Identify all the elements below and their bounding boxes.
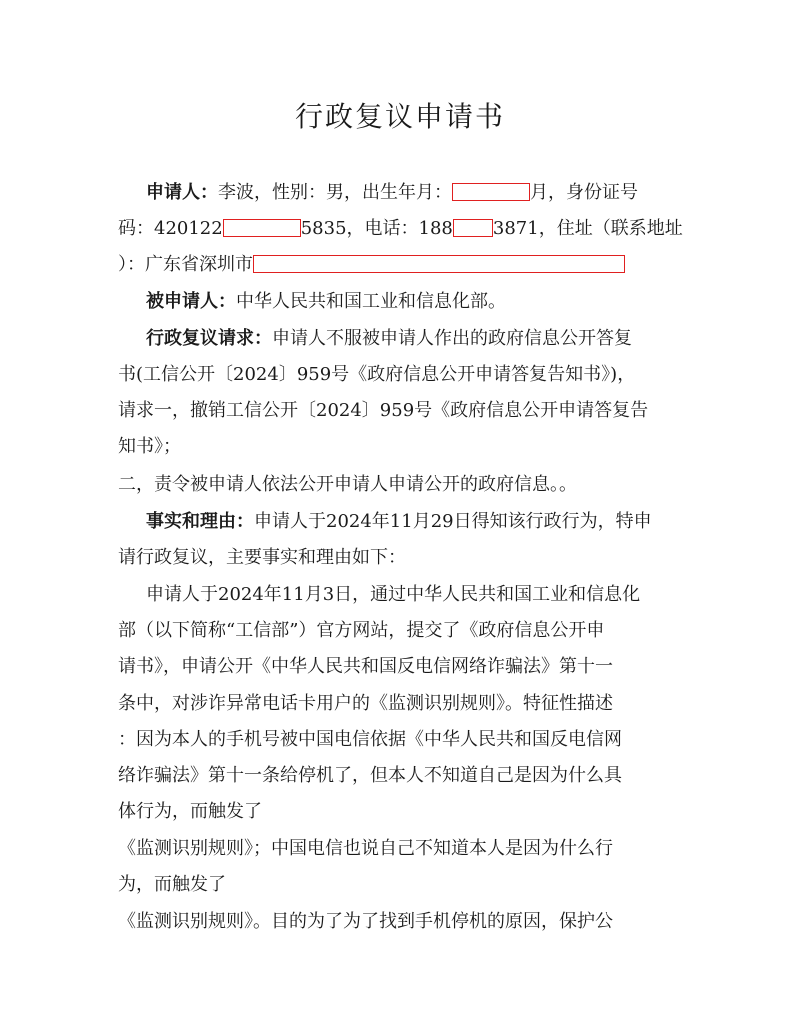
- applicant-text-2b: 5835，电话：188: [300, 218, 453, 239]
- request-line-2: 书(工信公开〔2024〕959号《政府信息公开申请答复告知书》)，: [118, 364, 636, 385]
- applicant-text-2c: 3871，住址（联系地址: [492, 218, 683, 239]
- respondent-text: 中华人民共和国工业和信息化部。: [236, 291, 506, 312]
- respondent-label: 被申请人：: [146, 291, 236, 312]
- body-line: 为，而触发了: [118, 874, 226, 895]
- body-line: 条中，对涉诈异常电话卡用户的《监测识别规则》。特征性描述: [118, 693, 613, 714]
- applicant-line-3: [118, 253, 625, 277]
- request-line-3: 请求一，撤销工信公开〔2024〕959号《政府信息公开申请答复告: [118, 400, 649, 421]
- body-line: 《监测识别规则》；中国电信也说自己不知道本人是因为什么行: [118, 838, 613, 859]
- applicant-text-1a: 李波，性别：男，出生年月：: [218, 182, 452, 203]
- applicant-text-2a: 码：420122: [118, 218, 223, 239]
- request-line-1: [146, 327, 632, 351]
- body-line: 部（以下简称“工信部”）官方网站，提交了《政府信息公开申: [118, 620, 605, 641]
- redaction-box-id: [223, 219, 301, 237]
- redaction-box-phone: [453, 219, 493, 237]
- facts-line-2: 请行政复议，主要事实和理由如下：: [118, 547, 406, 568]
- facts-text-1: 申请人于2024年11月29日得知该行政行为，特申: [254, 511, 652, 532]
- body-line: 络诈骗法》第十一条给停机了，但本人不知道自己是因为什么具: [118, 765, 622, 786]
- redaction-box-birth: [452, 183, 530, 201]
- body-line: ：因为本人的手机号被中国电信依据《中华人民共和国反电信网: [118, 729, 622, 750]
- facts-label: 事实和理由：: [146, 511, 254, 532]
- applicant-line-1: [146, 181, 638, 205]
- page-title: 行政复议申请书: [294, 100, 505, 133]
- respondent-line: [146, 290, 506, 314]
- redaction-box-address: [253, 255, 625, 273]
- request-line-4: 知书》；: [118, 436, 181, 457]
- applicant-label: 申请人：: [146, 182, 218, 203]
- facts-line-1: [146, 510, 652, 534]
- body-line: 申请人于2024年11月3日，通过中华人民共和国工业和信息化: [146, 584, 641, 605]
- applicant-line-2: [118, 217, 683, 241]
- applicant-text-3a: ）：广东省深圳市: [118, 254, 253, 275]
- request-line-5: 二，责令被申请人依法公开申请人申请公开的政府信息。。: [118, 474, 577, 495]
- request-label: 行政复议请求：: [146, 328, 272, 349]
- applicant-text-1b: 月，身份证号: [530, 182, 638, 203]
- request-text-1: 申请人不服被申请人作出的政府信息公开答复: [272, 328, 632, 349]
- body-line: 体行为，而触发了: [118, 801, 262, 822]
- body-line: 请书》，申请公开《中华人民共和国反电信网络诈骗法》第十一: [118, 656, 613, 677]
- body-line: 《监测识别规则》。目的为了为了找到手机停机的原因，保护公: [118, 911, 613, 932]
